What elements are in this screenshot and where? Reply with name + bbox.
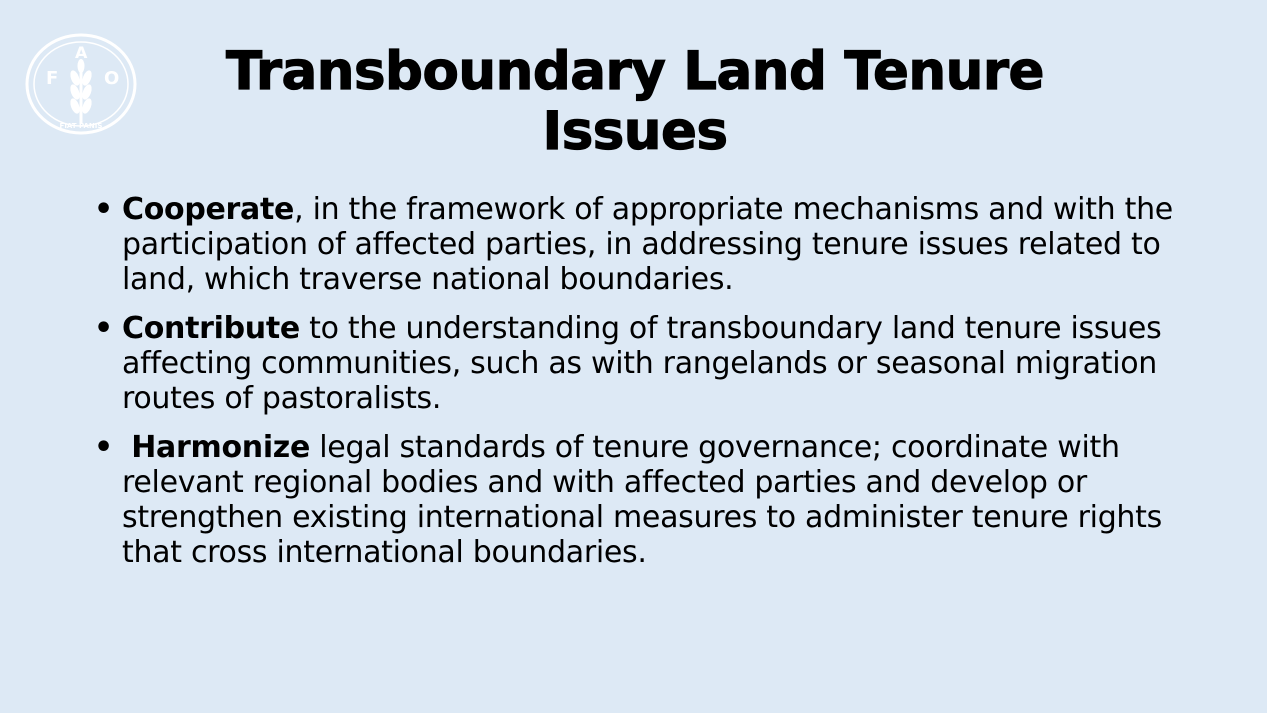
bullet-marker: •: [94, 430, 113, 465]
bullet-item-harmonize: [94, 430, 1224, 570]
logo-letter-a: A: [75, 43, 88, 62]
bullet-item-cooperate: [94, 192, 1224, 297]
fao-logo-icon: [24, 32, 138, 136]
bullet-text-cooperate: , in the framework of appropriate mechanisms and with the participation of affected parties, in addressing tenure issues related to land, which traverse national boundaries.: [122, 192, 1173, 297]
bullet-text-harmonize: legal standards of tenure governance; coordinate with relevant regional bodies and with affected parties and develop or strengthen existing international measures to administer tenure rights that cross international boundaries.: [122, 430, 1162, 570]
bullet-marker: •: [94, 192, 113, 227]
bullet-list: [94, 192, 1224, 584]
bullet-lead-harmonize: Harmonize: [131, 430, 311, 465]
slide-title: Transboundary Land Tenure Issues: [226, 41, 1044, 162]
bullet-lead-cooperate: Cooperate: [122, 192, 295, 227]
logo-motto: FIAT PANIS: [59, 122, 103, 130]
bullet-item-contribute: [94, 311, 1224, 416]
bullet-text-contribute: to the understanding of transboundary land tenure issues affecting communities, such as with rangelands or seasonal migration routes of pastoralists.: [122, 311, 1162, 416]
bullet-marker: •: [94, 311, 113, 346]
logo-letter-o: O: [104, 68, 120, 89]
bullet-lead-contribute: Contribute: [122, 311, 300, 346]
logo-letter-f: F: [46, 68, 59, 89]
